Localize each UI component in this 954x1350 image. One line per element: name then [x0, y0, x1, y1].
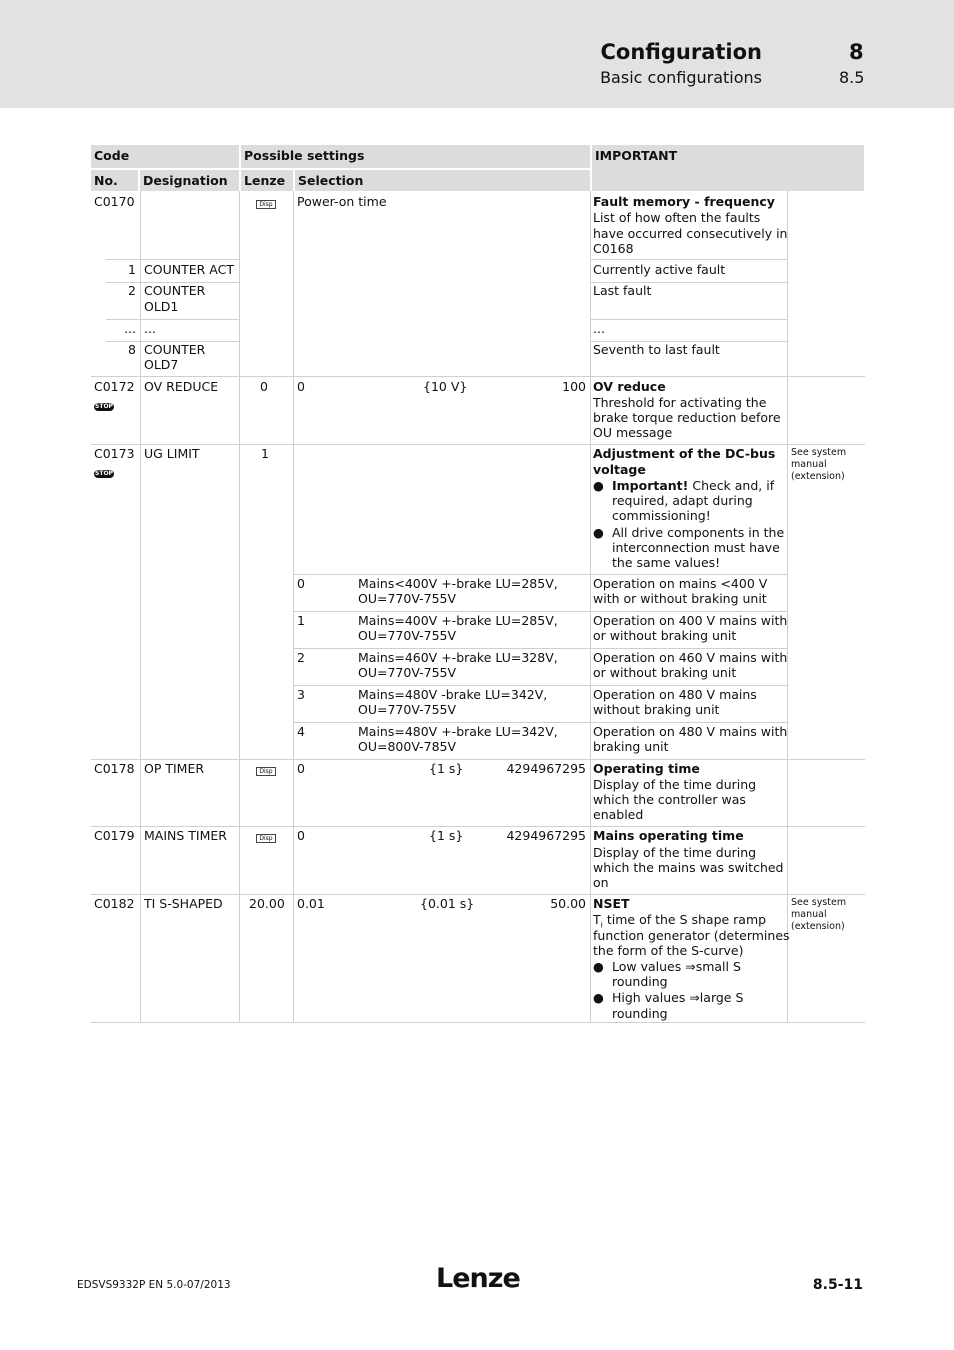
option-important: Operation on mains <400 V — [593, 576, 768, 591]
max-value: 4294967295 — [506, 761, 586, 776]
min-value: 0.01 — [297, 896, 325, 911]
col-selection-header: Selection — [295, 170, 590, 191]
important-text: which the mains was switched — [593, 860, 784, 875]
sub-no: 2 — [128, 283, 136, 298]
designation: OV REDUCE — [144, 379, 219, 394]
sub-designation: ... — [144, 321, 156, 336]
option-text: OU=770V-755V — [358, 702, 457, 717]
remark: manual — [791, 909, 827, 920]
option-text: OU=770V-755V — [358, 591, 457, 606]
designation: UG LIMIT — [144, 446, 200, 461]
option-important: Operation on 480 V mains — [593, 687, 757, 702]
page-header — [0, 0, 954, 108]
important-text: OU message — [593, 425, 673, 440]
important-title: Mains operating time — [593, 828, 744, 843]
important-title: NSET — [593, 896, 630, 911]
bullet-text: interconnection must have — [612, 540, 780, 555]
important-text: Threshold for activating the — [593, 395, 767, 410]
option-value: 1 — [297, 613, 305, 628]
code-c0170: C0170 — [94, 194, 135, 209]
important-text: $T_i$ time of the S shape ramp — [593, 912, 767, 930]
max-value: 50.00 — [550, 896, 586, 911]
remark: See system — [791, 447, 847, 458]
col-lenze-header: Lenze — [241, 170, 293, 191]
option-important: or without braking unit — [593, 628, 737, 643]
lenze-logo: Lenze — [436, 1263, 520, 1294]
step-value: {1 s} — [429, 761, 464, 776]
option-value: 3 — [297, 687, 305, 702]
code-c0179: C0179 — [94, 828, 135, 843]
stop-icon: STOP — [95, 470, 113, 477]
min-value: 0 — [297, 828, 305, 843]
option-text: OU=800V-785V — [358, 739, 457, 754]
col-possible-header: Possible settings — [241, 145, 590, 168]
max-value: 100 — [562, 379, 586, 394]
remark: See system — [791, 897, 847, 908]
option-important: Operation on 400 V mains with — [593, 613, 788, 628]
option-text: OU=770V-755V — [358, 628, 457, 643]
option-important: Operation on 480 V mains with — [593, 724, 788, 739]
designation: TI S-SHAPED — [144, 896, 223, 911]
option-text: Mains=480V +-brake LU=342V, — [358, 724, 558, 739]
code-table: Code Possible settings IMPORTANT No. Designation Lenze Selection C0170 Disp Power-on time Fault memory - frequency List of how often the faults have occurred consecutively in C0168 1 COUNTER ACT Currently active fault 2 COUNTER OLD1 Last fault ... ... ... 8 COUNTER OLD7 Seventh to last fault C0172 STOP OV REDUCE 0 0 {10 V} 100 OV reduce Threshold for activating the brake torque reduction before OU message C0173 STOP UG LIMIT 1 Adjustment of the DC-bus voltage ● Important! Check and, if required, adapt during commissioning! ● All drive components in the interconnection must have the same values! See system manual (extension) 0 Mains<400V +-brake LU=285V, OU=770V-755V Operation on mains <400 V with or without braking unit 1 Mains=400V +-brake LU=285V, OU=770V-755V Operation on 400 V mains with or without braking unit 2 Mains=460V +-brake LU=328V, OU=770V-755V Operation on 460 V mains with or without braking unit 3 Mains=480V -brake LU=342V, OU=770V-755V Operation on 480 V mains without braking unit 4 Mains=480V +-brake LU=342V, OU=800V-785V Operation on 480 V mains with braking unit C0178 OP TIMER Disp 0 {1 s} 4294967295 Operating time Display of the time during which the controller was enabled C0179 MAINS TIMER Disp 0 {1 s} 4294967295 Mains operating time Display of the time during which the mains was switched on C0182 TI S-SHAPED 20.00 0.01 {0.01 s} 50.00 NSET $T_i$ time of the S shape ramp function generator (determines the form of the S-curve) ● Low values ⇒small S rounding ● High values ⇒large S rounding See system manual (extension) — [91, 145, 865, 1025]
page-number: 8.5-11 — [812, 1277, 863, 1293]
sub-important: Seventh to last fault — [593, 342, 720, 357]
code-c0182: C0182 — [94, 896, 135, 911]
option-text: Mains=460V +-brake LU=328V, — [358, 650, 558, 665]
option-text: Mains=480V -brake LU=342V, — [358, 687, 548, 702]
stop-icon: STOP — [95, 403, 113, 410]
option-important: with or without braking unit — [593, 591, 767, 606]
important-text: which the controller was — [593, 792, 746, 807]
col-designation-header: Designation — [140, 170, 239, 191]
sub-designation: OLD7 — [144, 357, 179, 372]
important-text: List of how often the faults — [593, 210, 761, 225]
min-value: 0 — [297, 761, 305, 776]
lenze-value: 0 — [260, 379, 268, 394]
sub-important: ... — [593, 321, 605, 336]
important-text: function generator (determines — [593, 928, 790, 943]
important-title: Fault memory - frequency — [593, 194, 775, 209]
code-c0178: C0178 — [94, 761, 135, 776]
sub-no: 1 — [128, 262, 136, 277]
bullet-text: rounding — [612, 974, 668, 989]
bullet-text: required, adapt during — [612, 493, 753, 508]
disp-icon: Disp — [256, 761, 276, 777]
option-important: Operation on 460 V mains with — [593, 650, 788, 665]
important-title: Operating time — [593, 761, 700, 776]
step-value: {10 V} — [423, 379, 468, 394]
lenze-value: 20.00 — [249, 896, 285, 911]
section-number: 8.5 — [839, 68, 865, 87]
sub-designation: COUNTER — [144, 283, 206, 298]
important-text: brake torque reduction before — [593, 410, 781, 425]
important-title: OV reduce — [593, 379, 666, 394]
disp-icon: Disp — [256, 828, 276, 844]
sub-designation: COUNTER — [144, 342, 206, 357]
step-value: {1 s} — [429, 828, 464, 843]
chapter-title: Configuration — [600, 40, 762, 64]
bullet-text: rounding — [612, 1006, 668, 1021]
sub-no: ... — [124, 321, 136, 336]
important-text: the form of the S-curve) — [593, 943, 744, 958]
remark: (extension) — [791, 471, 845, 482]
max-value: 4294967295 — [506, 828, 586, 843]
selection-text: Power-on time — [297, 194, 387, 209]
designation: OP TIMER — [144, 761, 205, 776]
remark: (extension) — [791, 921, 845, 932]
sub-important: Last fault — [593, 283, 652, 298]
sub-designation: OLD1 — [144, 299, 179, 314]
code-c0172: C0172 — [94, 379, 135, 394]
important-text: have occurred consecutively in — [593, 226, 788, 241]
important-title: Adjustment of the DC-bus — [593, 446, 776, 461]
disp-icon: Disp — [256, 194, 276, 210]
important-text: Display of the time during — [593, 777, 757, 792]
option-important: braking unit — [593, 739, 669, 754]
important-text: C0168 — [593, 241, 634, 256]
option-value: 4 — [297, 724, 305, 739]
document-id: EDSVS9332P EN 5.0-07/2013 — [77, 1279, 231, 1291]
important-title: voltage — [593, 462, 646, 477]
sub-designation: COUNTER ACT — [144, 262, 234, 277]
option-text: OU=770V-755V — [358, 665, 457, 680]
important-text: enabled — [593, 807, 644, 822]
important-text: on — [593, 875, 609, 890]
option-important: or without braking unit — [593, 665, 737, 680]
sub-no: 8 — [128, 342, 136, 357]
chapter-number: 8 — [849, 40, 864, 64]
col-code-header: Code — [91, 145, 239, 168]
option-value: 2 — [297, 650, 305, 665]
step-value: {0.01 s} — [420, 896, 475, 911]
section-title: Basic configurations — [600, 68, 762, 87]
sub-important: Currently active fault — [593, 262, 726, 277]
designation: MAINS TIMER — [144, 828, 227, 843]
remark: manual — [791, 459, 827, 470]
min-value: 0 — [297, 379, 305, 394]
code-c0173: C0173 — [94, 446, 135, 461]
option-value: 0 — [297, 576, 305, 591]
col-no-header: No. — [91, 170, 138, 191]
bullet-text: the same values! — [612, 555, 721, 570]
lenze-value: 1 — [261, 446, 269, 461]
option-text: Mains<400V +-brake LU=285V, — [358, 576, 558, 591]
option-text: Mains=400V +-brake LU=285V, — [358, 613, 558, 628]
col-important-header: IMPORTANT — [592, 145, 864, 191]
option-important: without braking unit — [593, 702, 720, 717]
important-text: Display of the time during — [593, 845, 757, 860]
bullet-text: commissioning! — [612, 508, 711, 523]
